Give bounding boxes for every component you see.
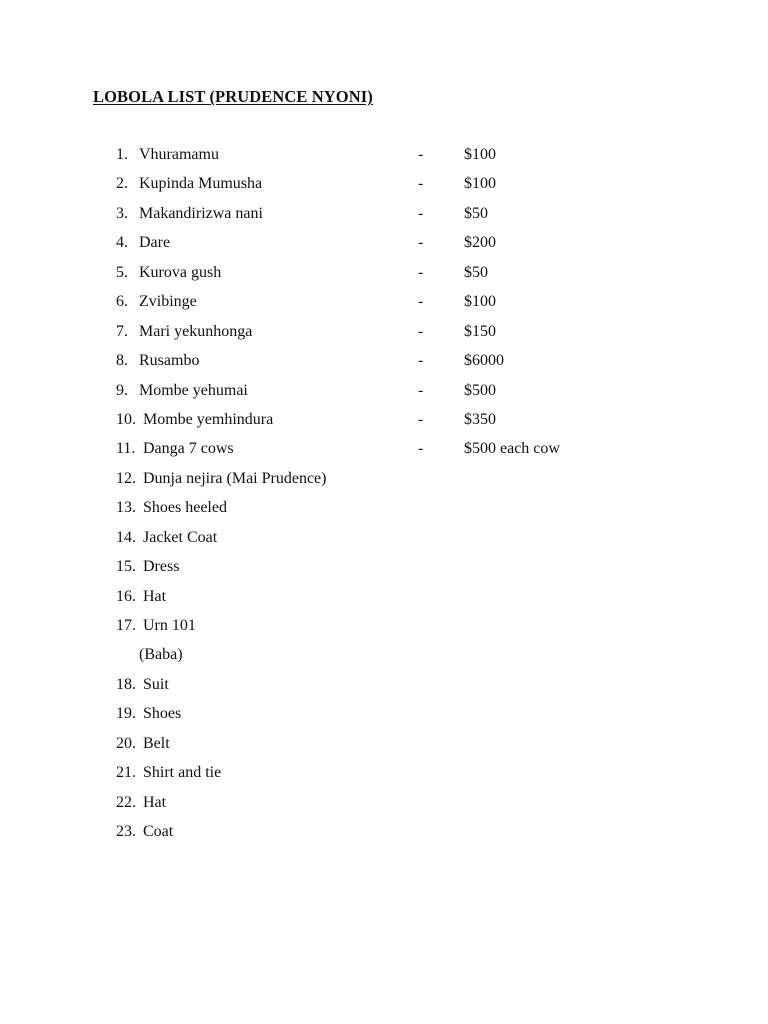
item-number: 5. [116,263,128,281]
item-number: 19. [116,705,136,723]
item-number: 20. [116,734,136,752]
item-price: $150 [464,322,496,340]
item-name: Kupinda Mumusha [139,175,263,193]
item-number: 15. [116,558,136,576]
item-number: 13. [116,499,136,517]
item-name: Coat [143,823,174,841]
item-name: Mombe yemhindura [143,410,274,428]
item-dash: - [418,146,424,163]
list-item [0,588,768,617]
list-item [0,735,768,764]
list-item [0,440,768,469]
list-item [0,293,768,322]
item-number: 10. [116,410,136,428]
item-name: Mombe yehumai [139,381,248,399]
item-name: Mari yekunhonga [139,322,253,340]
item-number: 9. [116,381,128,399]
item-name: Dress [143,558,180,576]
list-item [0,411,768,440]
item-name: Shoes heeled [143,499,227,517]
list-item [0,676,768,705]
item-price: $50 [464,204,488,222]
item-number: 6. [116,293,128,311]
item-number: 17. [116,617,136,634]
list-item [0,352,768,381]
item-number: 18. [116,675,136,693]
item-name: Dare [139,234,171,252]
item-number: 11. [116,440,136,458]
item-name: Zvibinge [139,293,197,311]
item-name: Kurova gush [139,263,222,281]
list-item-note [0,646,768,675]
item-dash: - [418,440,424,458]
item-number: 2. [116,175,128,193]
item-price: $100 [464,293,496,311]
item-dash: - [418,381,424,399]
item-number: 1. [116,146,128,163]
list-item [0,470,768,499]
list-item [0,617,768,646]
item-number: 4. [116,234,128,252]
document-title: LOBOLA LIST (PRUDENCE NYONI) [93,87,373,106]
item-price: $500 [464,381,496,399]
item-price: $350 [464,410,496,428]
list-item [0,558,768,587]
item-dash: - [418,204,424,222]
item-name: Suit [143,675,169,693]
item-number: 12. [116,469,136,487]
list-item [0,175,768,204]
list-item [0,529,768,558]
item-number: 14. [116,528,136,546]
item-name: Rusambo [139,352,200,370]
item-name: Hat [143,587,167,605]
item-name: Hat [143,793,167,811]
item-dash: - [418,234,424,252]
item-price: $50 [464,263,488,281]
list-item [0,323,768,352]
item-number: 23. [116,823,136,841]
list-item [0,705,768,734]
item-number: 8. [116,352,128,370]
list-item [0,499,768,528]
item-price: $100 [464,175,496,193]
list-item [0,234,768,263]
item-dash: - [418,263,424,281]
item-number: 16. [116,587,136,605]
item-price: $200 [464,234,496,252]
list-item [0,764,768,793]
item-name: Belt [143,734,170,752]
list-item [0,823,768,852]
item-name: Danga 7 cows [143,440,234,458]
item-dash: - [418,352,424,370]
item-name: Dunja nejira (Mai Prudence) [143,469,327,487]
item-number: 22. [116,793,136,811]
list-item [0,382,768,411]
item-name: (Baba) [139,646,183,664]
item-name: Urn 101 [143,617,196,634]
item-number: 7. [116,322,128,340]
item-price: $500 each cow [464,440,560,458]
list-item [0,264,768,293]
item-name: Makandirizwa nani [139,204,263,222]
item-dash: - [418,322,424,340]
item-name: Vhuramamu [139,146,219,163]
item-dash: - [418,293,424,311]
lobola-item-list [0,146,768,853]
list-item [0,205,768,234]
item-number: 21. [116,764,136,782]
item-name: Jacket Coat [143,528,218,546]
item-price: $100 [464,146,496,163]
item-dash: - [418,410,424,428]
item-price: $6000 [464,352,504,370]
list-item [0,146,768,175]
item-name: Shoes [143,705,182,723]
list-item [0,794,768,823]
item-dash: - [418,175,424,193]
item-name: Shirt and tie [143,764,222,782]
item-number: 3. [116,204,128,222]
